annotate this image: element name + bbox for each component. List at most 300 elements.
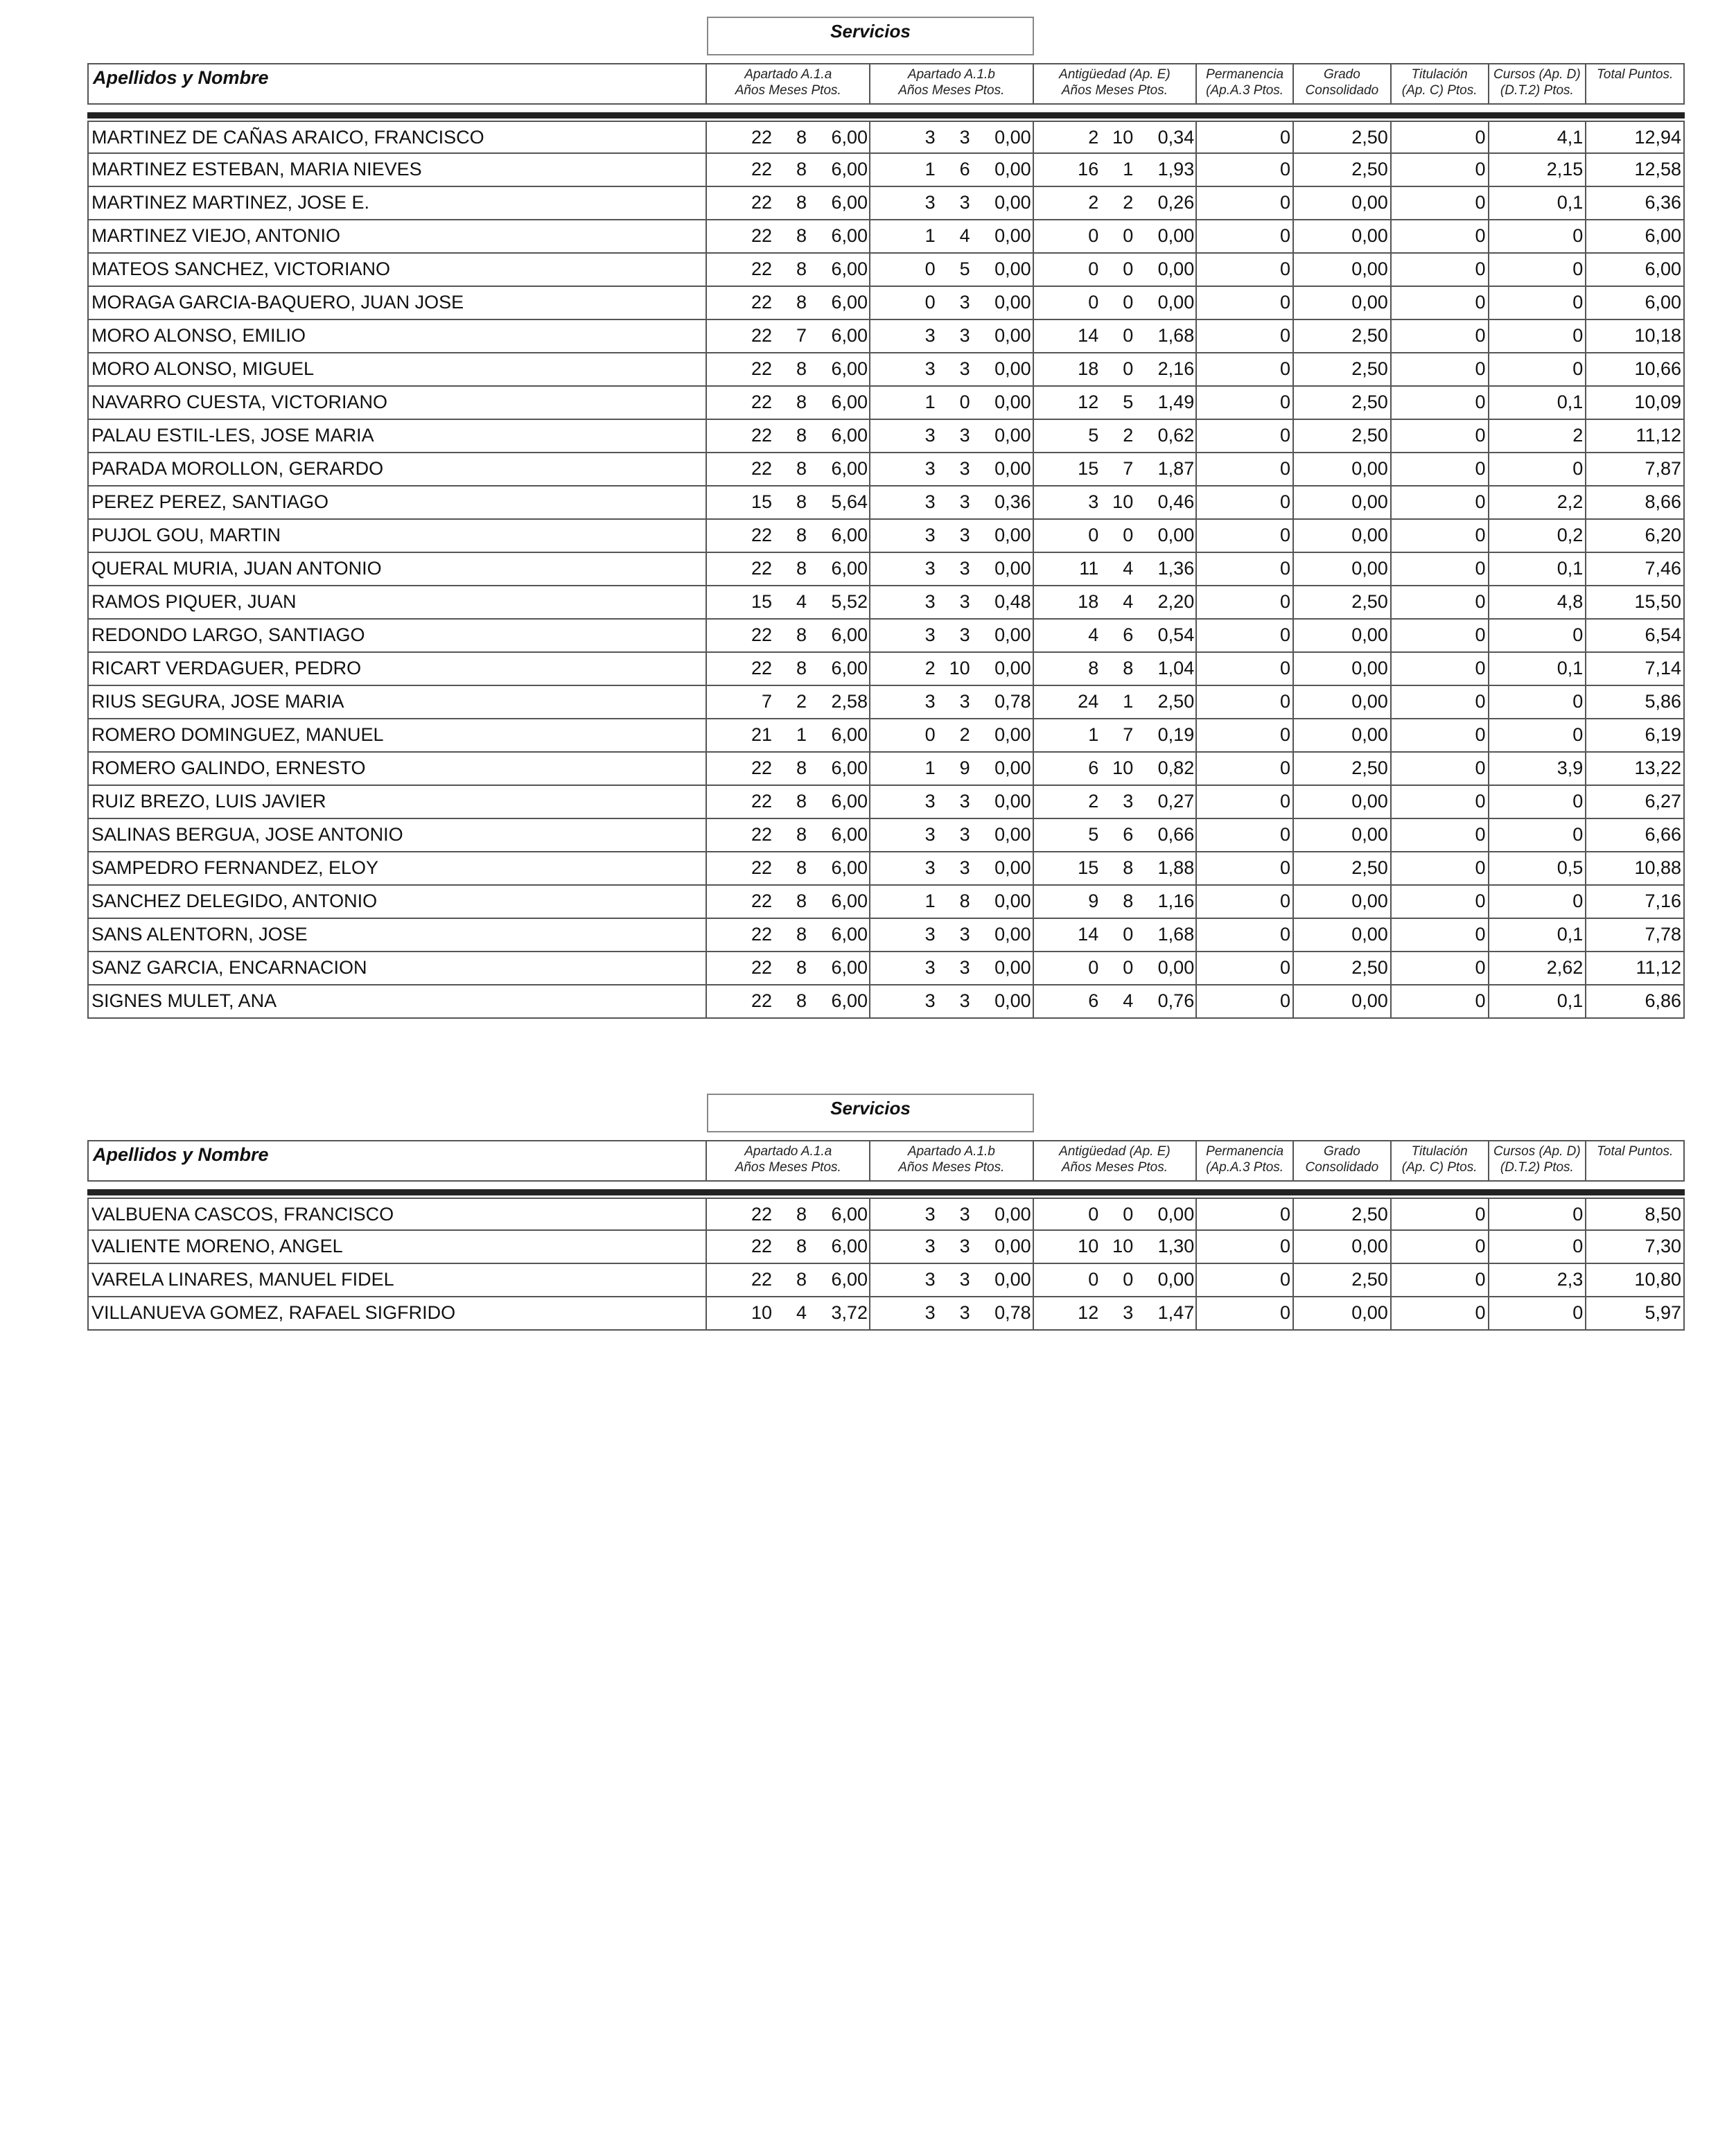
cell-points: 6,00 — [831, 292, 868, 313]
cell-name: QUERAL MURIA, JUAN ANTONIO — [89, 553, 707, 585]
cell-grado: 2,50 — [1294, 420, 1392, 452]
cell-years: 1 — [924, 891, 936, 911]
cell-a1b — [870, 819, 1034, 851]
cell-titulacion: 0 — [1392, 852, 1489, 884]
cell-years: 22 — [751, 458, 773, 479]
table-body — [87, 1198, 1685, 1331]
cell-grado: 0,00 — [1294, 220, 1392, 252]
cell-months: 4 — [1123, 558, 1134, 579]
cell-cursos: 0 — [1489, 453, 1587, 485]
cell-titulacion: 0 — [1392, 653, 1489, 685]
cell-points: 6,00 — [831, 392, 868, 412]
cell-antiguedad — [1034, 919, 1198, 951]
cell-points: 0,00 — [994, 857, 1031, 878]
cell-titulacion: 0 — [1392, 952, 1489, 984]
cell-years: 3 — [924, 458, 936, 479]
cell-months: 0 — [959, 392, 970, 412]
cell-years: 1 — [924, 757, 936, 778]
cell-points: 0,00 — [994, 1269, 1031, 1290]
cell-titulacion: 0 — [1392, 1264, 1489, 1296]
cell-years: 3 — [924, 1302, 936, 1323]
cell-total: 6,66 — [1645, 824, 1682, 845]
cell-years: 0 — [924, 258, 936, 279]
cell-months: 7 — [1123, 724, 1134, 745]
cell-months: 5 — [959, 258, 970, 279]
cell-years: 14 — [1078, 924, 1099, 945]
cell-permanencia: 0 — [1197, 620, 1294, 651]
cell-cursos: 0 — [1489, 719, 1587, 751]
cell-months: 8 — [796, 358, 807, 379]
cell-years: 18 — [1078, 591, 1099, 612]
cell-points: 2,16 — [1157, 358, 1195, 379]
cell-points: 0,00 — [1157, 258, 1195, 279]
table-row — [89, 487, 1683, 520]
cell-months: 3 — [959, 1236, 970, 1256]
cell-years: 22 — [751, 791, 773, 812]
cell-antiguedad — [1034, 353, 1198, 385]
table-row — [89, 985, 1683, 1019]
table-row — [89, 1231, 1683, 1264]
cell-total: 6,27 — [1645, 791, 1682, 812]
cell-years: 22 — [751, 824, 773, 845]
cell-points: 1,16 — [1157, 891, 1195, 911]
cell-total: 7,78 — [1645, 924, 1682, 945]
cell-name: VILLANUEVA GOMEZ, RAFAEL SIGFRIDO — [89, 1297, 707, 1329]
cell-months: 2 — [796, 691, 807, 712]
cell-years: 3 — [924, 924, 936, 945]
cell-years: 2 — [1088, 791, 1099, 812]
cell-a1b — [870, 254, 1034, 286]
cell-years: 3 — [924, 1269, 936, 1290]
cell-cursos: 0 — [1489, 819, 1587, 851]
cell-titulacion: 0 — [1392, 287, 1489, 319]
cell-years: 5 — [1088, 425, 1099, 446]
cell-permanencia: 0 — [1197, 254, 1294, 286]
cell-grado: 2,50 — [1294, 1199, 1392, 1229]
cell-months: 3 — [959, 127, 970, 148]
cell-antiguedad — [1034, 952, 1198, 984]
cell-points: 1,68 — [1157, 924, 1195, 945]
cell-a1a — [707, 154, 870, 186]
cell-months: 0 — [1123, 525, 1134, 545]
cell-titulacion: 0 — [1392, 353, 1489, 385]
cell-years: 3 — [924, 957, 936, 978]
cell-grado: 2,50 — [1294, 122, 1392, 152]
col-header-titulacion: Titulación (Ap. C) Ptos. — [1392, 64, 1489, 103]
cell-years: 3 — [924, 425, 936, 446]
cell-cursos: 3,9 — [1489, 753, 1587, 785]
cell-permanencia: 0 — [1197, 420, 1294, 452]
cell-years: 22 — [751, 924, 773, 945]
cell-points: 0,54 — [1157, 624, 1195, 645]
cell-permanencia: 0 — [1197, 154, 1294, 186]
cell-months: 3 — [959, 425, 970, 446]
cell-a1a — [707, 653, 870, 685]
cell-months: 3 — [959, 558, 970, 579]
cell-total: 7,16 — [1645, 891, 1682, 911]
cell-months: 3 — [959, 691, 970, 712]
cell-months: 8 — [796, 258, 807, 279]
col-header-cursos: Cursos (Ap. D) (D.T.2) Ptos. — [1489, 1141, 1587, 1180]
cell-points: 0,00 — [1157, 225, 1195, 246]
cell-a1a — [707, 1231, 870, 1263]
cell-years: 15 — [1078, 458, 1099, 479]
cell-months: 10 — [1112, 127, 1134, 148]
cell-antiguedad — [1034, 154, 1198, 186]
cell-titulacion: 0 — [1392, 719, 1489, 751]
cell-years: 0 — [1088, 1269, 1099, 1290]
cell-antiguedad — [1034, 886, 1198, 918]
cell-a1b — [870, 753, 1034, 785]
cell-total: 10,09 — [1634, 392, 1682, 412]
cell-name: SAMPEDRO FERNANDEZ, ELOY — [89, 852, 707, 884]
cell-years: 3 — [924, 127, 936, 148]
cell-months: 0 — [1123, 1269, 1134, 1290]
cell-months: 0 — [1123, 358, 1134, 379]
cell-grado: 0,00 — [1294, 919, 1392, 951]
table-row — [89, 852, 1683, 886]
cell-points: 0,00 — [994, 159, 1031, 179]
cell-months: 3 — [959, 325, 970, 346]
cell-a1a — [707, 387, 870, 419]
cell-name: SANS ALENTORN, JOSE — [89, 919, 707, 951]
cell-months: 3 — [959, 957, 970, 978]
cell-points: 6,00 — [831, 458, 868, 479]
cell-cursos: 0 — [1489, 886, 1587, 918]
cell-total: 8,50 — [1645, 1204, 1682, 1225]
cell-titulacion: 0 — [1392, 886, 1489, 918]
cell-titulacion: 0 — [1392, 520, 1489, 552]
table-row — [89, 1198, 1683, 1231]
cell-a1a — [707, 254, 870, 286]
cell-months: 3 — [959, 525, 970, 545]
cell-years: 11 — [1079, 558, 1099, 579]
cell-points: 1,47 — [1157, 1302, 1195, 1323]
cell-total: 6,86 — [1645, 990, 1682, 1011]
col-header-antiguedad: Antigüedad (Ap. E) Años Meses Ptos. — [1034, 1141, 1198, 1180]
cell-points: 0,00 — [994, 757, 1031, 778]
cell-titulacion: 0 — [1392, 154, 1489, 186]
cell-a1a — [707, 886, 870, 918]
col-header-cursos: Cursos (Ap. D) (D.T.2) Ptos. — [1489, 64, 1587, 103]
cell-a1b — [870, 686, 1034, 718]
cell-a1a — [707, 520, 870, 552]
cell-grado: 2,50 — [1294, 753, 1392, 785]
cell-grado: 0,00 — [1294, 287, 1392, 319]
cell-months: 7 — [796, 325, 807, 346]
cell-titulacion: 0 — [1392, 586, 1489, 618]
cell-years: 18 — [1078, 358, 1099, 379]
cell-points: 6,00 — [831, 891, 868, 911]
cell-points: 0,00 — [994, 458, 1031, 479]
cell-grado: 0,00 — [1294, 985, 1392, 1017]
cell-name: SALINAS BERGUA, JOSE ANTONIO — [89, 819, 707, 851]
cell-points: 2,20 — [1157, 591, 1195, 612]
cell-points: 0,00 — [994, 558, 1031, 579]
col-header-permanencia: Permanencia (Ap.A.3 Ptos. — [1197, 64, 1294, 103]
cell-years: 22 — [751, 558, 773, 579]
cell-cursos: 2,62 — [1489, 952, 1587, 984]
cell-years: 15 — [751, 591, 773, 612]
cell-grado: 0,00 — [1294, 553, 1392, 585]
table-row — [89, 586, 1683, 620]
cell-years: 3 — [924, 824, 936, 845]
cell-grado: 0,00 — [1294, 254, 1392, 286]
cell-total: 8,66 — [1645, 491, 1682, 512]
cell-points: 1,93 — [1157, 159, 1195, 179]
cell-years: 22 — [751, 658, 773, 678]
cell-antiguedad — [1034, 1231, 1198, 1263]
cell-titulacion: 0 — [1392, 620, 1489, 651]
cell-cursos: 0 — [1489, 1199, 1587, 1229]
cell-a1a — [707, 1199, 870, 1229]
cell-months: 8 — [796, 1204, 807, 1225]
cell-months: 6 — [959, 159, 970, 179]
cell-months: 8 — [796, 525, 807, 545]
cell-permanencia: 0 — [1197, 786, 1294, 818]
cell-total: 5,86 — [1645, 691, 1682, 712]
cell-permanencia: 0 — [1197, 886, 1294, 918]
cell-a1b — [870, 187, 1034, 219]
cell-points: 6,00 — [831, 159, 868, 179]
cell-a1a — [707, 753, 870, 785]
cell-titulacion: 0 — [1392, 919, 1489, 951]
cell-months: 8 — [796, 924, 807, 945]
cell-months: 3 — [959, 924, 970, 945]
cell-antiguedad — [1034, 620, 1198, 651]
cell-name: SIGNES MULET, ANA — [89, 985, 707, 1017]
cell-months: 0 — [1123, 258, 1134, 279]
cell-permanencia: 0 — [1197, 387, 1294, 419]
col-header-a1b: Apartado A.1.b Años Meses Ptos. — [870, 1141, 1034, 1180]
cell-grado: 0,00 — [1294, 1297, 1392, 1329]
cell-months: 8 — [796, 159, 807, 179]
cell-antiguedad — [1034, 719, 1198, 751]
cell-years: 24 — [1078, 691, 1099, 712]
table-row — [89, 187, 1683, 220]
cell-years: 22 — [751, 159, 773, 179]
cell-a1a — [707, 686, 870, 718]
cell-name: PUJOL GOU, MARTIN — [89, 520, 707, 552]
cell-months: 0 — [1123, 225, 1134, 246]
cell-points: 0,00 — [994, 957, 1031, 978]
cell-permanencia: 0 — [1197, 686, 1294, 718]
cell-a1a — [707, 287, 870, 319]
cell-total: 7,30 — [1645, 1236, 1682, 1256]
cell-years: 22 — [751, 990, 773, 1011]
cell-years: 2 — [1088, 192, 1099, 213]
cell-name: VALIENTE MORENO, ANGEL — [89, 1231, 707, 1263]
cell-months: 4 — [959, 225, 970, 246]
cell-permanencia: 0 — [1197, 719, 1294, 751]
cell-cursos: 0,1 — [1489, 187, 1587, 219]
cell-months: 6 — [1123, 624, 1134, 645]
cell-titulacion: 0 — [1392, 786, 1489, 818]
cell-years: 22 — [751, 624, 773, 645]
cell-cursos: 0,2 — [1489, 520, 1587, 552]
cell-years: 3 — [924, 791, 936, 812]
cell-points: 0,00 — [994, 724, 1031, 745]
cell-years: 0 — [1088, 525, 1099, 545]
cell-points: 6,00 — [831, 1236, 868, 1256]
cell-years: 5 — [1088, 824, 1099, 845]
cell-titulacion: 0 — [1392, 220, 1489, 252]
cell-points: 0,00 — [994, 358, 1031, 379]
cell-grado: 0,00 — [1294, 819, 1392, 851]
table-row — [89, 420, 1683, 453]
cell-months: 10 — [1112, 757, 1134, 778]
cell-antiguedad — [1034, 1199, 1198, 1229]
cell-months: 2 — [1123, 192, 1134, 213]
cell-antiguedad — [1034, 819, 1198, 851]
cell-antiguedad — [1034, 753, 1198, 785]
table-row — [89, 320, 1683, 353]
cell-cursos: 0 — [1489, 320, 1587, 352]
cell-cursos: 4,8 — [1489, 586, 1587, 618]
cell-points: 6,00 — [831, 558, 868, 579]
cell-cursos: 0 — [1489, 287, 1587, 319]
cell-months: 3 — [959, 791, 970, 812]
cell-titulacion: 0 — [1392, 122, 1489, 152]
cell-a1b — [870, 420, 1034, 452]
cell-antiguedad — [1034, 1264, 1198, 1296]
table-row — [89, 220, 1683, 254]
table-row — [89, 154, 1683, 187]
table-row — [89, 254, 1683, 287]
cell-points: 0,00 — [994, 225, 1031, 246]
cell-grado: 2,50 — [1294, 387, 1392, 419]
cell-grado: 2,50 — [1294, 852, 1392, 884]
cell-permanencia: 0 — [1197, 1297, 1294, 1329]
cell-a1b — [870, 487, 1034, 518]
cell-points: 0,27 — [1157, 791, 1195, 812]
cell-years: 10 — [751, 1302, 773, 1323]
cell-points: 0,00 — [994, 192, 1031, 213]
col-header-a1a: Apartado A.1.a Años Meses Ptos. — [707, 1141, 870, 1180]
cell-points: 0,78 — [994, 1302, 1031, 1323]
table-row — [89, 453, 1683, 487]
cell-years: 22 — [751, 891, 773, 911]
cell-months: 10 — [949, 658, 970, 678]
cell-antiguedad — [1034, 387, 1198, 419]
cell-points: 0,00 — [994, 525, 1031, 545]
cell-months: 8 — [796, 757, 807, 778]
cell-months: 3 — [959, 292, 970, 313]
col-header-a1a: Apartado A.1.a Años Meses Ptos. — [707, 64, 870, 103]
cell-points: 0,19 — [1157, 724, 1195, 745]
cell-cursos: 2 — [1489, 420, 1587, 452]
cell-points: 6,00 — [831, 258, 868, 279]
cell-grado: 2,50 — [1294, 586, 1392, 618]
cell-a1a — [707, 586, 870, 618]
cell-grado: 2,50 — [1294, 320, 1392, 352]
cell-months: 2 — [959, 724, 970, 745]
cell-months: 3 — [959, 1302, 970, 1323]
cell-permanencia: 0 — [1197, 320, 1294, 352]
cell-a1b — [870, 122, 1034, 152]
cell-total: 6,00 — [1645, 225, 1682, 246]
cell-points: 2,50 — [1157, 691, 1195, 712]
cell-months: 8 — [796, 658, 807, 678]
cell-years: 21 — [751, 724, 773, 745]
cell-permanencia: 0 — [1197, 187, 1294, 219]
table-row — [89, 520, 1683, 553]
cell-points: 0,00 — [994, 325, 1031, 346]
cell-points: 0,00 — [994, 392, 1031, 412]
cell-a1a — [707, 420, 870, 452]
cell-points: 6,00 — [831, 1269, 868, 1290]
cell-years: 1 — [924, 392, 936, 412]
cell-a1a — [707, 353, 870, 385]
cell-total: 10,88 — [1634, 857, 1682, 878]
cell-years: 22 — [751, 1269, 773, 1290]
cell-points: 0,00 — [1157, 292, 1195, 313]
cell-years: 22 — [751, 1236, 773, 1256]
table-row — [89, 952, 1683, 985]
cell-total: 6,54 — [1645, 624, 1682, 645]
cell-antiguedad — [1034, 1297, 1198, 1329]
cell-months: 8 — [796, 791, 807, 812]
cell-years: 1 — [924, 159, 936, 179]
cell-name: REDONDO LARGO, SANTIAGO — [89, 620, 707, 651]
cell-months: 8 — [1123, 857, 1134, 878]
table-body — [87, 121, 1685, 1019]
table-row — [89, 353, 1683, 387]
col-header-total: Total Puntos. — [1597, 1144, 1674, 1159]
cell-a1b — [870, 719, 1034, 751]
cell-years: 16 — [1078, 159, 1099, 179]
cell-total: 11,12 — [1636, 957, 1682, 978]
cell-cursos: 4,1 — [1489, 122, 1587, 152]
cell-name: MORO ALONSO, EMILIO — [89, 320, 707, 352]
servicios-header: Servicios — [707, 17, 1034, 55]
col-header-name: Apellidos y Nombre — [89, 64, 707, 103]
cell-titulacion: 0 — [1392, 254, 1489, 286]
cell-points: 0,00 — [994, 791, 1031, 812]
cell-years: 8 — [1088, 658, 1099, 678]
cell-permanencia: 0 — [1197, 1199, 1294, 1229]
cell-a1a — [707, 719, 870, 751]
cell-years: 0 — [1088, 957, 1099, 978]
cell-years: 12 — [1078, 1302, 1099, 1323]
cell-name: RAMOS PIQUER, JUAN — [89, 586, 707, 618]
cell-years: 1 — [924, 225, 936, 246]
cell-months: 4 — [796, 591, 807, 612]
cell-antiguedad — [1034, 254, 1198, 286]
cell-name: MARTINEZ ESTEBAN, MARIA NIEVES — [89, 154, 707, 186]
cell-points: 6,00 — [831, 924, 868, 945]
cell-points: 0,00 — [994, 658, 1031, 678]
cell-total: 7,46 — [1645, 558, 1682, 579]
table-row — [89, 387, 1683, 420]
cell-months: 2 — [1123, 425, 1134, 446]
cell-points: 6,00 — [831, 1204, 868, 1225]
cell-points: 0,00 — [1157, 525, 1195, 545]
cell-years: 15 — [1078, 857, 1099, 878]
cell-points: 0,00 — [994, 1236, 1031, 1256]
cell-years: 3 — [924, 558, 936, 579]
cell-years: 3 — [924, 857, 936, 878]
cell-cursos: 2,15 — [1489, 154, 1587, 186]
cell-months: 3 — [959, 1204, 970, 1225]
cell-months: 0 — [1123, 924, 1134, 945]
cell-titulacion: 0 — [1392, 487, 1489, 518]
cell-months: 8 — [796, 292, 807, 313]
cell-points: 6,00 — [831, 127, 868, 148]
cell-points: 6,00 — [831, 624, 868, 645]
cell-a1b — [870, 320, 1034, 352]
cell-months: 0 — [1123, 325, 1134, 346]
